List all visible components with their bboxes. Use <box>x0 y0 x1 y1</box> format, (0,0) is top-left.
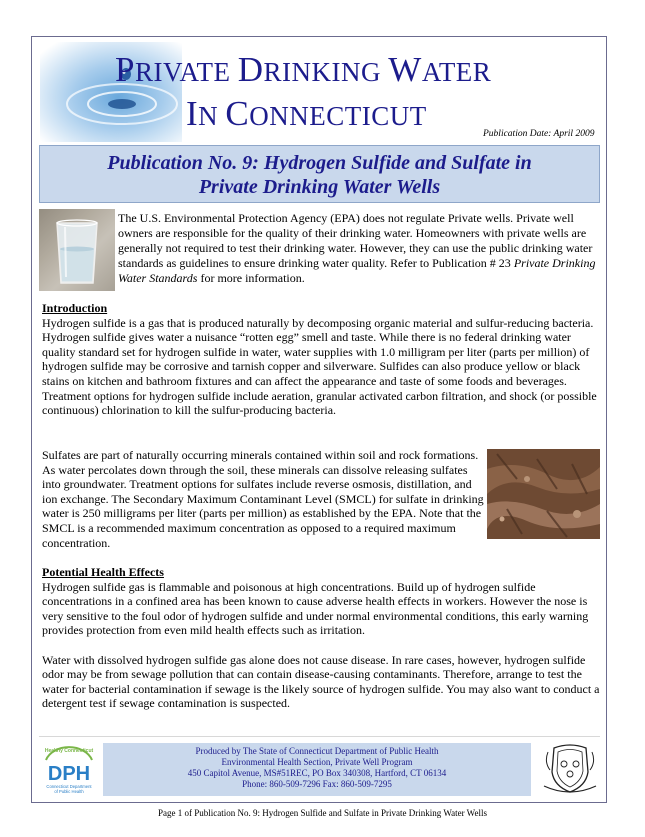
dph-logo <box>38 740 100 796</box>
dph-sub-2: of Public Health <box>54 789 84 794</box>
footer-line-1: Produced by The State of Connecticut Department of Public Health <box>195 746 439 756</box>
connecticut-state-seal <box>540 742 600 796</box>
dph-arc-text: Healthy Connecticut <box>44 748 94 754</box>
water-glass-photo <box>39 209 115 291</box>
rock-formation-photo <box>487 449 600 539</box>
introduction-body: Hydrogen sulfide is a gas that is produced naturally by decomposing organic material and sulfur-reducing bacteria. Hydrogen sulfide gives water a nuisance “rotten egg” smell and taste. While there is no federal drinking water quality standard set for hydrogen sulfide in water, water supplies with 1.0 milligram per liter (parts per million) of hydrogen sulfide may be corrosive and tarnish copper and silverware. Sulfides can also produce yellow or black stains on kitchen and bathroom fixtures and can affect the appearance and taste of some foods and beverages. Treatment options for hydrogen sulfide include aeration, granular activated carbon filtration, and shock (or possible continuous) chlorination to kill the sulfur-producing bacteria. <box>42 315 597 418</box>
footer-divider <box>39 736 600 737</box>
publication-date: Publication Date: April 2009 <box>483 129 595 139</box>
health-paragraph-1: Hydrogen sulfide gas is flammable and poisonous at high concentrations. Build up of hydrogen sulfide concentrations in a confined area has been known to cause adverse health effects in workers. However the nose is very sensitive to the foul odor of hydrogen sulfide and under normal environmental conditions, this early warning provides protection from even mild health effects such as irritation. <box>42 579 589 638</box>
potential-health-effects-section <box>42 565 600 711</box>
document-title-line-2: IN CONNECTICUT <box>186 94 427 133</box>
introduction-heading: Introduction <box>42 301 108 315</box>
publication-title-line-1: Publication No. 9: Hydrogen Sulfide and Sulfate in <box>107 152 532 174</box>
footer-line-4: Phone: 860-509-7296 Fax: 860-509-7295 <box>242 779 392 789</box>
intro-paragraph: The U.S. Environmental Protection Agency (EPA) does not regulate Private wells. Private well owners are responsible for the quality of their drinking water. Homeowners with private wells are generally not required to test their drinking water. However, they can use the public drinking water standards as guidelines to ensure drinking water quality. Refer to Publication # 23 Private Drinking Water Standards for more information. <box>118 211 596 285</box>
footer-line-2: Environmental Health Section, Private Well Program <box>221 757 413 767</box>
publication-title-box <box>39 145 600 203</box>
document-title-line-1: PRIVATE DRINKING WATER <box>115 50 492 89</box>
introduction-section <box>42 301 600 418</box>
dph-letters: DPH <box>47 763 91 785</box>
publication-title-line-2: Private Drinking Water Wells <box>198 176 441 198</box>
publication-23-reference: Private Drinking Water Standards <box>118 256 596 285</box>
dph-sub-1: Connecticut Department <box>46 784 92 789</box>
potential-health-effects-heading: Potential Health Effects <box>42 565 164 579</box>
footer-info-box <box>103 743 531 796</box>
sulfates-paragraph: Sulfates are part of naturally occurring minerals contained within soil and rock formations. As water percolates down through the soil, these minerals can dissolve releasing sulfates into groundwater. Treatment options for sulfates include reverse osmosis, distillation, and ion exchange. The Secondary Maximum Contaminant Level (SMCL) for sulfate in drinking water is 250 milligrams per liter (parts per million) as established by the EPA. Note that the SMCL is a recommended maximum concentration as opposed to a required maximum concentration. <box>42 448 484 550</box>
footer-line-3: 450 Capitol Avenue, MS#51REC, PO Box 340308, Hartford, CT 06134 <box>187 768 447 778</box>
health-paragraph-2: Water with dissolved hydrogen sulfide gas alone does not cause disease. In rare cases, however, hydrogen sulfide odor may be from sewage pollution that can contain disease-causing contaminants. Therefore, arrange to test the water for bacterial contamination if sewage is the likely source of hydrogen sulfide. You may also want to conduct a detergent test if sewage contamination is suspected. <box>42 652 600 711</box>
page-footer: Page 1 of Publication No. 9: Hydrogen Sulfide and Sulfate in Private Drinking Water Wells <box>158 808 487 818</box>
